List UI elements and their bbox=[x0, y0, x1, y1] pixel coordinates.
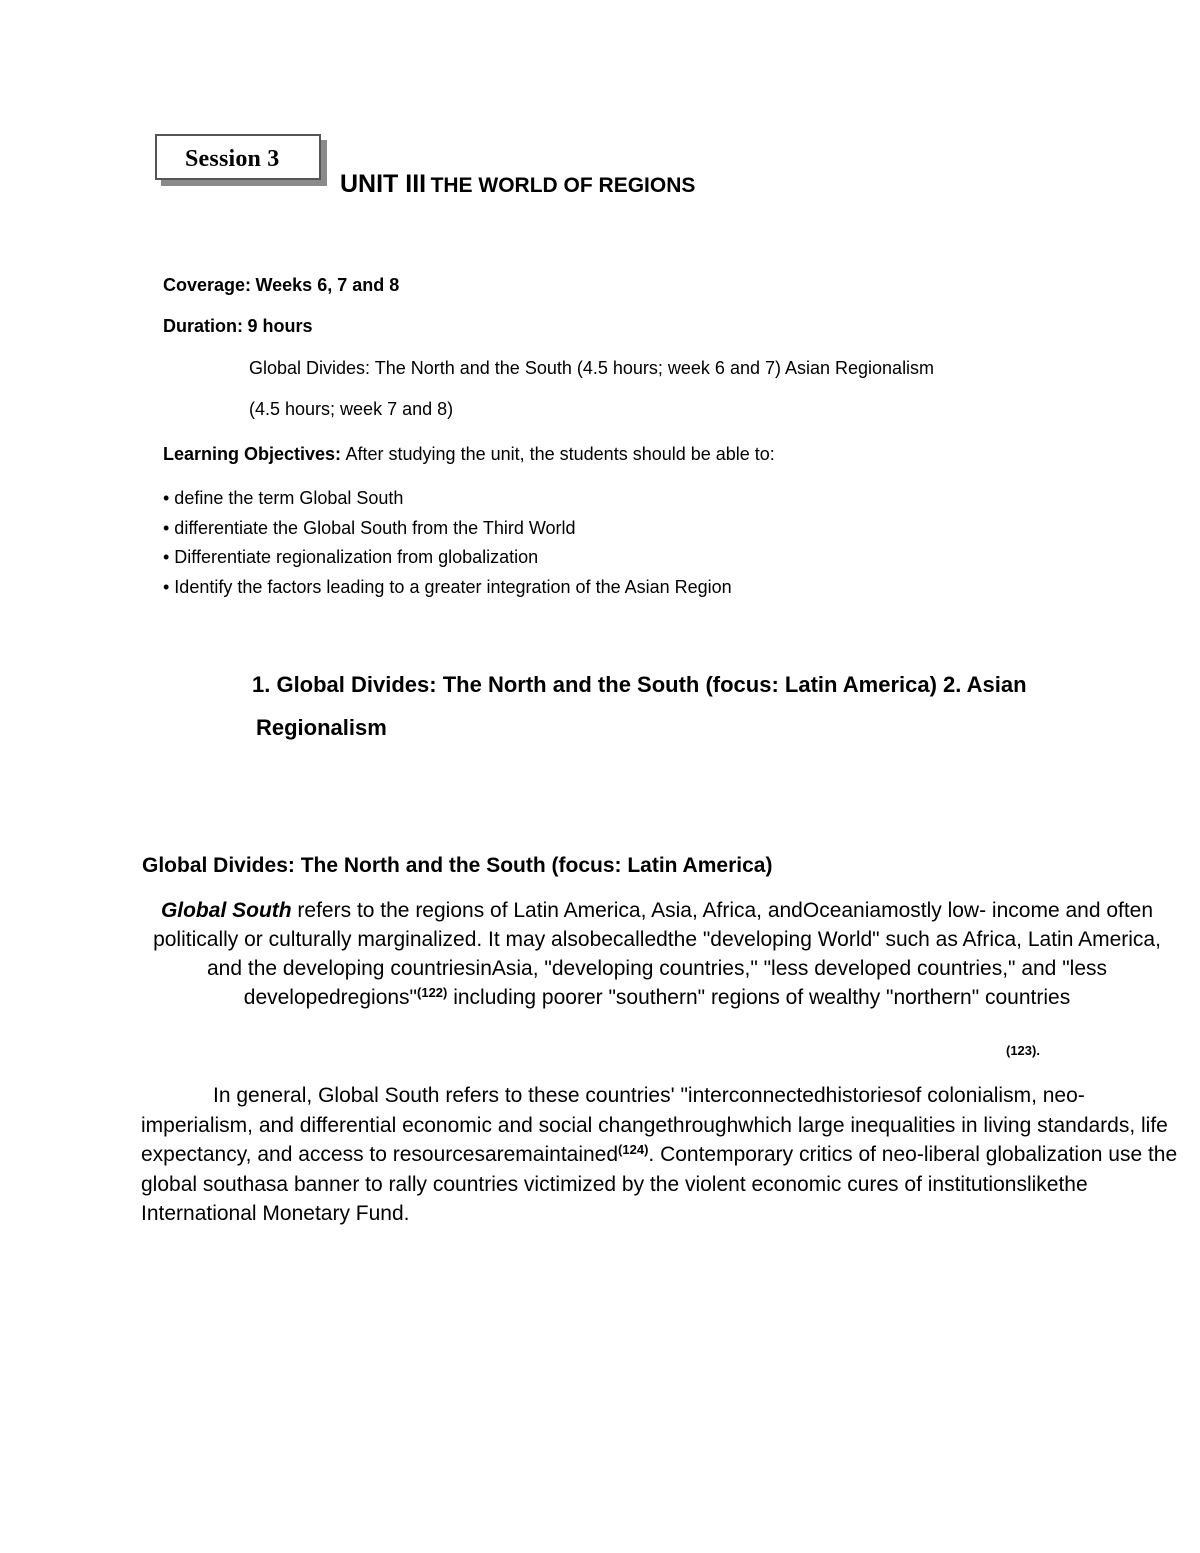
definition-text-a: refers to the regions of Latin America, Asia, Africa, andOceaniamostly low- income and often politically or culturally marginalized. It may alsobecalledthe "developing World" such as Africa, Latin America, and the developing countriesinAsia, "developing countries," "less developed countries," and "less developedregions" bbox=[153, 899, 1161, 1009]
reference-123-period: . bbox=[1036, 1043, 1040, 1058]
objectives-label: Learning Objectives: bbox=[163, 444, 342, 464]
global-south-definition bbox=[140, 896, 1174, 1012]
outline-heading-line-1: 1. Global Divides: The North and the South (focus: Latin America) 2. Asian bbox=[252, 672, 1027, 697]
duration-value: 9 hours bbox=[247, 316, 313, 336]
objective-item: • differentiate the Global South from the Third World bbox=[163, 517, 576, 538]
duration-label: Duration: bbox=[163, 316, 243, 336]
coverage-line bbox=[163, 275, 399, 296]
objectives-line bbox=[163, 444, 775, 465]
reference-122: (122) bbox=[417, 985, 448, 1000]
term-global-south: Global South bbox=[160, 899, 292, 922]
unit-title bbox=[340, 170, 695, 199]
unit-name: THE WORLD OF REGIONS bbox=[430, 174, 696, 197]
objective-item: • Identify the factors leading to a greater integration of the Asian Region bbox=[163, 576, 732, 597]
objective-item: • Differentiate regionalization from globalization bbox=[163, 547, 539, 567]
objective-item: • define the term Global South bbox=[163, 488, 404, 508]
coverage-value: Weeks 6, 7 and 8 bbox=[255, 275, 400, 295]
global-south-paragraph-2 bbox=[141, 1081, 1181, 1229]
duration-detail-line-1: Global Divides: The North and the South (4.5 hours; week 6 and 7) Asian Regionalism bbox=[249, 358, 935, 378]
definition-text-b: including poorer "southern" regions of wealthy "northern" countries bbox=[447, 986, 1071, 1009]
coverage-label: Coverage: bbox=[163, 275, 252, 295]
reference-123: (123) bbox=[1006, 1043, 1037, 1058]
paragraph-2-text-a: In general, Global South refers to these countries' "interconnectedhistoriesof colonialism, neo-imperialism, and differential economic and social changethroughwhich large inequalities in living standards, life expectancy, and access to resourcesaremaintained bbox=[141, 1084, 1168, 1166]
duration-detail-line-2: (4.5 hours; week 7 and 8) bbox=[249, 399, 454, 419]
section-title: Global Divides: The North and the South (focus: Latin America) bbox=[142, 854, 773, 877]
unit-number: UNIT III bbox=[340, 170, 427, 198]
duration-line bbox=[163, 316, 312, 337]
reference-123-line bbox=[1006, 1043, 1040, 1058]
session-label: Session 3 bbox=[185, 146, 280, 172]
reference-124: (124) bbox=[618, 1142, 649, 1157]
paragraph-2-text-b: . Contemporary critics of neo-liberal globalization use the global southasa banner to rally countries victimized by the violent economic cures of institutionslikethe International Monetary Fund. bbox=[141, 1143, 1178, 1225]
session-box bbox=[155, 134, 321, 180]
objectives-list bbox=[163, 484, 732, 602]
objectives-intro: After studying the unit, the students should be able to: bbox=[345, 444, 775, 464]
outline-heading-line-2: Regionalism bbox=[256, 715, 387, 740]
